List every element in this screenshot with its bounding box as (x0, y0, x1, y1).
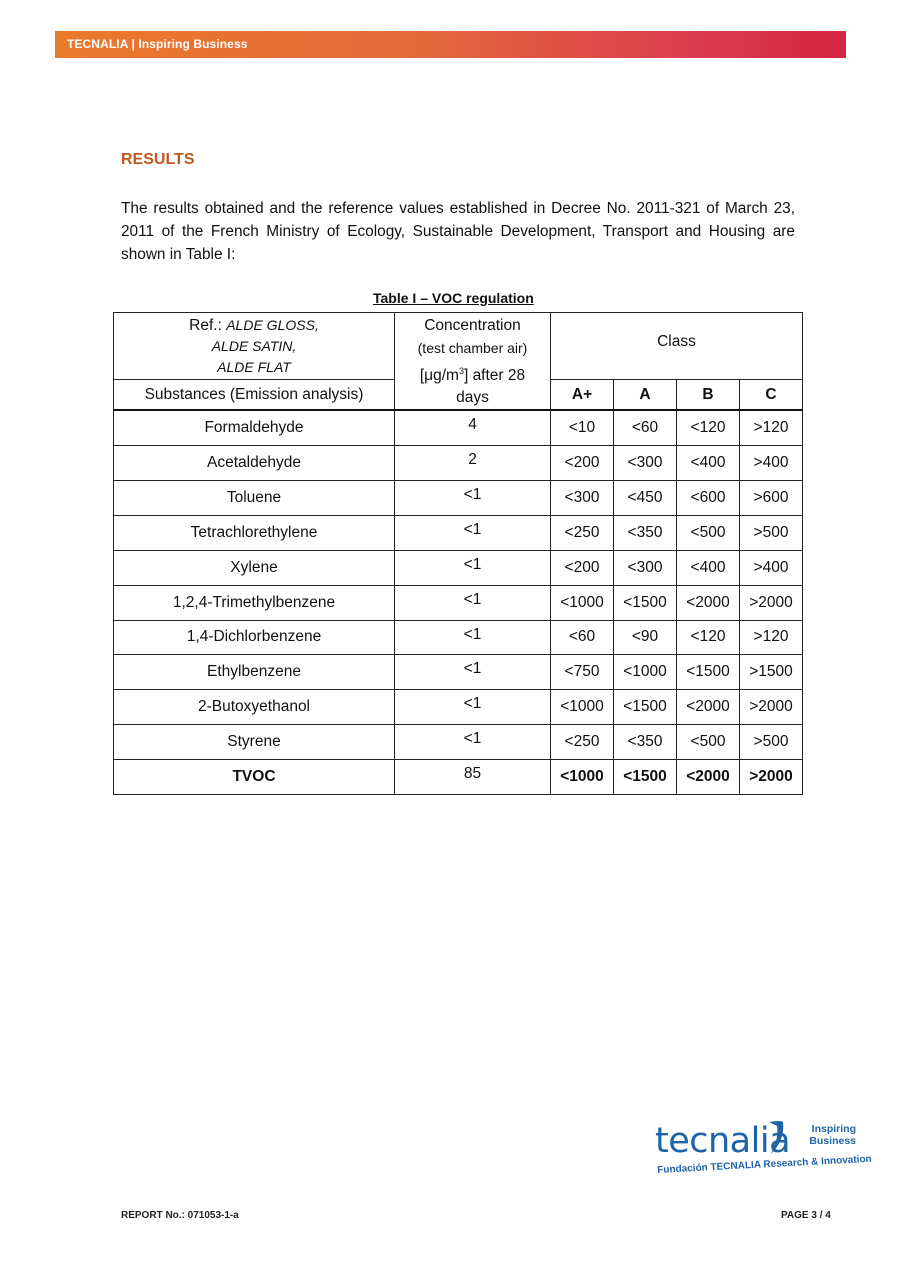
class-limit-cell: <1000 (551, 585, 614, 620)
class-limit-cell: <400 (677, 550, 740, 585)
concentration-cell: <1 (395, 690, 551, 725)
class-limit-cell: <350 (614, 515, 677, 550)
substance-cell: Styrene (114, 725, 395, 760)
table-row (114, 760, 803, 795)
logo-tagline-line: Inspiring (811, 1123, 856, 1135)
concentration-cell: 4 (395, 410, 551, 445)
class-limit-cell: <500 (677, 515, 740, 550)
substance-cell: 2-Butoxyethanol (114, 690, 395, 725)
table-row (114, 446, 803, 481)
substance-cell: 1,4-Dichlorbenzene (114, 620, 395, 655)
class-limit-cell: >500 (740, 515, 803, 550)
class-limit-cell: >2000 (740, 760, 803, 795)
tecnalia-logo (650, 1115, 872, 1190)
concentration-cell: <1 (395, 480, 551, 515)
table-row (114, 515, 803, 550)
concentration-unit: [μg/m (419, 367, 459, 385)
footer-report-number: REPORT No.: 071053-1-a (121, 1210, 239, 1221)
footer-page-number: PAGE 3 / 4 (781, 1210, 831, 1221)
class-limit-cell: <200 (551, 446, 614, 481)
class-limit-cell: <10 (551, 410, 614, 445)
class-limit-cell: <250 (551, 515, 614, 550)
class-column-header: A (614, 380, 677, 410)
substance-cell: Ethylbenzene (114, 655, 395, 690)
concentration-cell: <1 (395, 585, 551, 620)
header-bar (55, 31, 846, 58)
table-row (114, 480, 803, 515)
class-limit-cell: >400 (740, 446, 803, 481)
class-limit-cell: <1000 (551, 760, 614, 795)
class-limit-cell: <300 (614, 446, 677, 481)
substance-cell: TVOC (114, 760, 395, 795)
class-limit-cell: <450 (614, 480, 677, 515)
class-limit-cell: >2000 (740, 690, 803, 725)
substance-cell: Formaldehyde (114, 410, 395, 445)
class-limit-cell: >600 (740, 480, 803, 515)
concentration-cell: <1 (395, 550, 551, 585)
substances-header: Substances (Emission analysis) (114, 380, 395, 410)
class-limit-cell: <750 (551, 655, 614, 690)
table-row (114, 410, 803, 445)
logo-tagline (804, 1123, 856, 1147)
class-limit-cell: <500 (677, 725, 740, 760)
voc-table (113, 312, 803, 795)
concentration-header-line: days (456, 389, 489, 407)
class-limit-cell: >500 (740, 725, 803, 760)
concentration-cell: <1 (395, 620, 551, 655)
class-limit-cell: <250 (551, 725, 614, 760)
logo-wordmark: tecnalia (655, 1121, 791, 1161)
class-column-header: B (677, 380, 740, 410)
class-limit-cell: <1500 (614, 760, 677, 795)
class-limit-cell: <600 (677, 480, 740, 515)
ref-product: ALDE FLAT (217, 359, 291, 375)
concentration-cell: 85 (395, 760, 551, 795)
concentration-cell: <1 (395, 725, 551, 760)
ref-label: Ref.: (189, 317, 222, 334)
class-limit-cell: <60 (551, 620, 614, 655)
class-limit-cell: <300 (614, 550, 677, 585)
class-limit-cell: <300 (551, 480, 614, 515)
class-limit-cell: <200 (551, 550, 614, 585)
table-row (114, 725, 803, 760)
class-limit-cell: >400 (740, 550, 803, 585)
class-limit-cell: <90 (614, 620, 677, 655)
class-limit-cell: <1500 (614, 585, 677, 620)
table-row (114, 550, 803, 585)
section-title: RESULTS (121, 151, 195, 168)
header-brand: TECNALIA | Inspiring Business (67, 37, 248, 51)
concentration-cell: 2 (395, 446, 551, 481)
substance-cell: Toluene (114, 480, 395, 515)
class-limit-cell: <350 (614, 725, 677, 760)
table-row (114, 655, 803, 690)
class-column-header: C (740, 380, 803, 410)
concentration-unit-sup: 3 (458, 366, 464, 376)
class-limit-cell: >120 (740, 620, 803, 655)
concentration-cell: <1 (395, 655, 551, 690)
class-limit-cell: <120 (677, 410, 740, 445)
table-caption: Table I – VOC regulation (373, 290, 534, 306)
logo-tagline-line: Business (809, 1135, 856, 1147)
class-header: Class (551, 313, 803, 380)
class-limit-cell: <1500 (614, 690, 677, 725)
class-limit-cell: >1500 (740, 655, 803, 690)
class-limit-cell: <120 (677, 620, 740, 655)
table-row (114, 585, 803, 620)
class-limit-cell: <2000 (677, 690, 740, 725)
concentration-unit-post: ] after 28 (463, 367, 526, 385)
intro-paragraph: The results obtained and the reference values established in Decree No. 2011-321 of March 23, 2011 of the French Ministry of Ecology, Sustainable Development, Transport and Housing are shown in Table I: (121, 200, 795, 263)
ref-product: ALDE GLOSS, (226, 317, 319, 333)
class-limit-cell: <2000 (677, 585, 740, 620)
class-limit-cell: <2000 (677, 760, 740, 795)
class-limit-cell: <1000 (551, 690, 614, 725)
table-row (114, 690, 803, 725)
class-column-header: A+ (551, 380, 614, 410)
ref-product: ALDE SATIN, (211, 338, 297, 354)
substance-cell: Tetrachlorethylene (114, 515, 395, 550)
class-limit-cell: <400 (677, 446, 740, 481)
class-limit-cell: <1000 (614, 655, 677, 690)
concentration-header (395, 313, 551, 411)
concentration-header-line: Concentration (424, 317, 521, 334)
class-limit-cell: >2000 (740, 585, 803, 620)
class-limit-cell: <60 (614, 410, 677, 445)
concentration-header-line: (test chamber air) (417, 340, 528, 356)
substance-cell: 1,2,4-Trimethylbenzene (114, 585, 395, 620)
concentration-cell: <1 (395, 515, 551, 550)
ref-cell (114, 313, 395, 380)
logo-foundation: Fundación TECNALIA Research & Innovation (657, 1153, 872, 1176)
table-row (114, 620, 803, 655)
class-limit-cell: >120 (740, 410, 803, 445)
substance-cell: Xylene (114, 550, 395, 585)
class-limit-cell: <1500 (677, 655, 740, 690)
substance-cell: Acetaldehyde (114, 446, 395, 481)
logo-swoosh-icon (765, 1118, 787, 1158)
